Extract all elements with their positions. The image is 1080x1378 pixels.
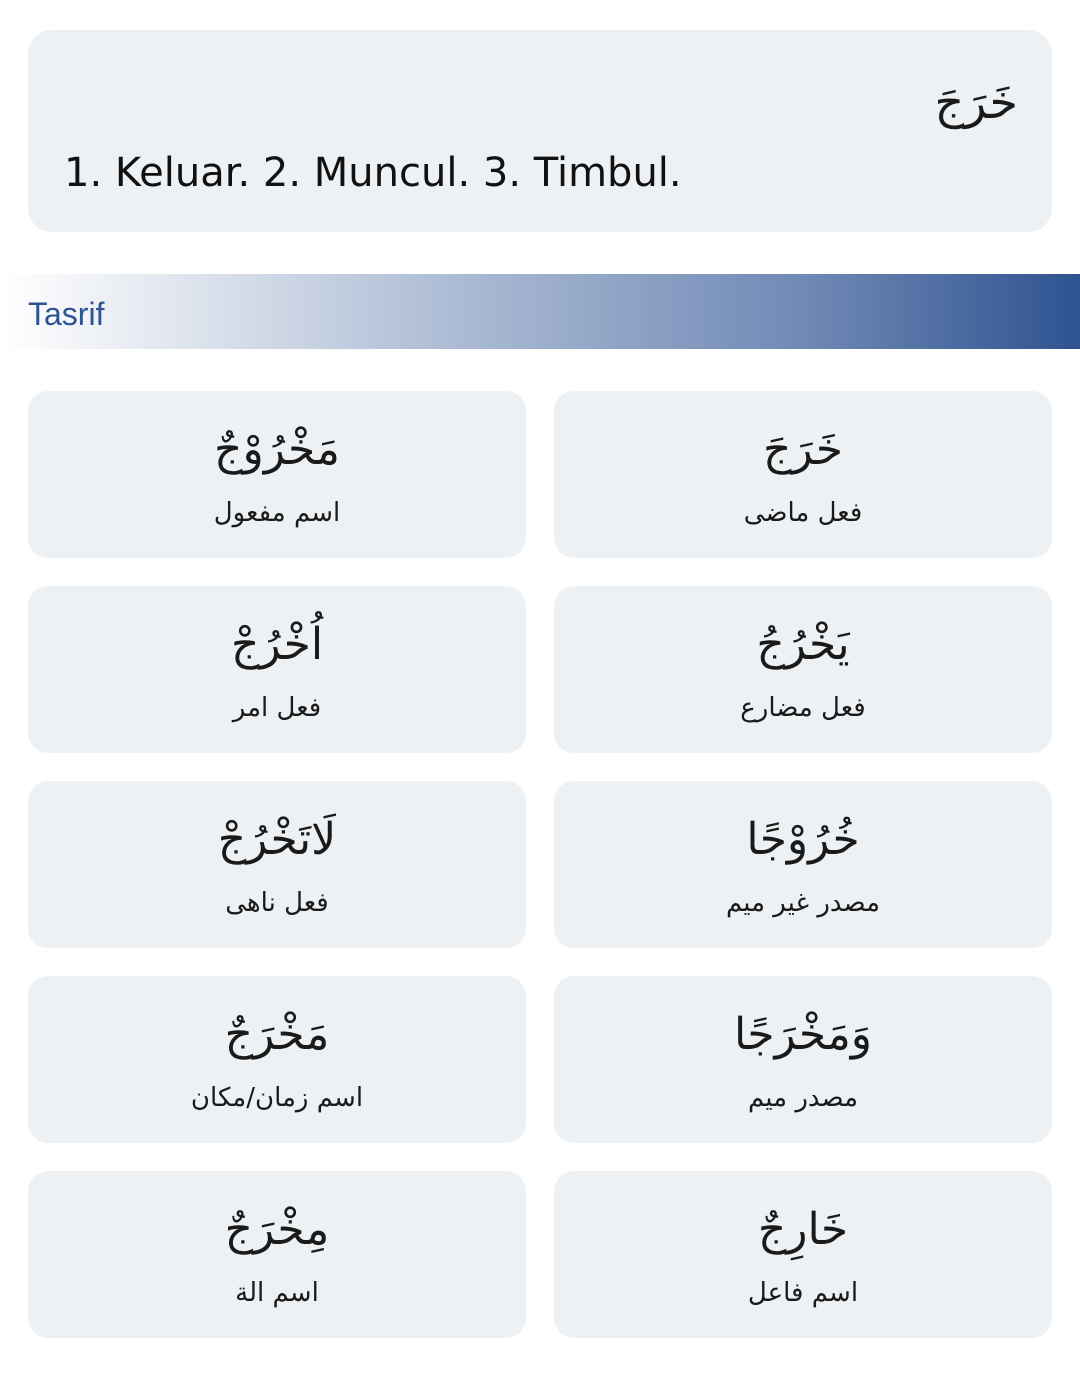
tasrif-grid [28, 391, 1052, 1338]
tasrif-cell-fiil-nahi[interactable] [28, 781, 526, 948]
tasrif-cell-fiil-amr[interactable] [28, 586, 526, 753]
tasrif-cell-isim-zaman-makan[interactable] [28, 976, 526, 1143]
tasrif-arabic: وَمَخْرَجًا [733, 1008, 873, 1060]
tasrif-arabic: مَخْرَجٌ [224, 1008, 330, 1060]
tasrif-cell-fiil-mudhari[interactable] [554, 586, 1052, 753]
tasrif-label: اسم الة [235, 1277, 319, 1308]
tasrif-section-header [0, 274, 1080, 349]
tasrif-cell-isim-maful[interactable] [28, 391, 526, 558]
section-title: Tasrif [28, 296, 105, 332]
tasrif-label: فعل مضارع [740, 692, 866, 723]
tasrif-cell-isim-fail[interactable] [554, 1171, 1052, 1338]
tasrif-arabic: مَخْرُوْجٌ [214, 423, 340, 475]
tasrif-label: مصدر غير ميم [725, 887, 881, 918]
tasrif-label: اسم فاعل [747, 1277, 859, 1308]
tasrif-arabic: يَخْرُجُ [756, 618, 850, 670]
word-meaning: 1. Keluar. 2. Muncul. 3. Timbul. [64, 150, 682, 196]
tasrif-cell-fiil-madhi[interactable] [554, 391, 1052, 558]
tasrif-label: اسم مفعول [213, 497, 341, 528]
tasrif-arabic: خُرُوْجًا [746, 813, 860, 865]
word-arabic: خَرَجَ [934, 75, 1018, 129]
tasrif-label: مصدر ميم [747, 1082, 859, 1113]
tasrif-arabic: اُخْرُجْ [230, 618, 324, 670]
tasrif-cell-mashdar-mim[interactable] [554, 976, 1052, 1143]
tasrif-label: فعل امر [232, 692, 322, 723]
tasrif-arabic: خَارِجٌ [757, 1203, 849, 1255]
tasrif-label: فعل ناهى [225, 887, 329, 918]
tasrif-arabic: مِخْرَجٌ [224, 1203, 330, 1255]
tasrif-label: اسم زمان/مكان [190, 1082, 364, 1113]
tasrif-arabic: لَاتَخْرُجْ [217, 813, 337, 865]
tasrif-label: فعل ماضى [743, 497, 863, 528]
tasrif-cell-isim-alat[interactable] [28, 1171, 526, 1338]
tasrif-arabic: خَرَجَ [763, 423, 843, 475]
word-card [28, 30, 1052, 232]
tasrif-cell-mashdar-ghairu-mim[interactable] [554, 781, 1052, 948]
